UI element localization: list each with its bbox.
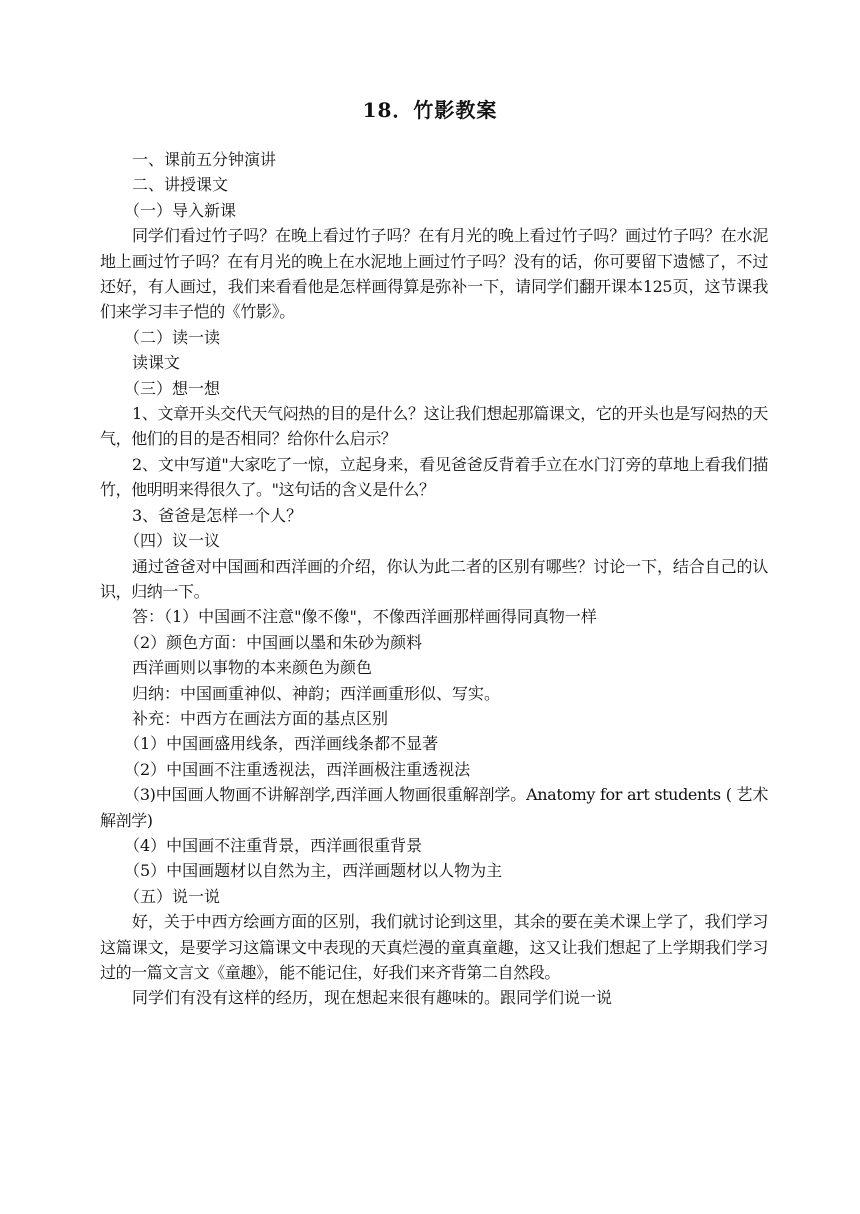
list-item: （1）中国画盛用线条，西洋画线条都不显著	[124, 734, 439, 754]
answer-item: 答：（1）中国画不注意"像不像"，不像西洋画那样画得同真物一样	[132, 607, 597, 627]
summary-line: 归纳：中国画重神似、神韵；西洋画重形似、写实。	[132, 683, 501, 703]
section-heading: 二、讲授课文	[132, 175, 229, 195]
list-item: （3)中国画人物画不讲解剖学,西洋画人物画很重解剖学。Anatomy for art students ( 艺术解剖学)	[100, 785, 768, 830]
paragraph: 好，关于中西方绘画方面的区别，我们就讨论到这里，其余的要在美术课上学了，我们学习这篇课文，是要学习这篇课文中表现的天真烂漫的童真童趣，这又让我们想起了上学期我们学习过的一篇文言文《童趣》，能不能记住，好我们来齐背第二自然段。	[100, 912, 768, 982]
list-item: （5）中国画题材以自然为主，西洋画题材以人物为主	[124, 861, 503, 881]
paragraph: 同学们有没有这样的经历，现在想起来很有趣味的。跟同学们说一说	[132, 988, 613, 1008]
document-title: 18．竹影教案	[362, 98, 498, 122]
list-item: （4）中国画不注重背景，西洋画很重背景	[124, 835, 423, 855]
paragraph: 同学们看过竹子吗？在晚上看过竹子吗？在有月光的晚上看过竹子吗？画过竹子吗？在水泥地上画过竹子吗？在有月光的晚上在水泥地上画过竹子吗？没有的话，你可要留下遗憾了，不过还好，有人画过，我们来看看他是怎样画得算是弥补一下，请同学们翻开课本125页，这节课我们来学习丰子恺的《竹影》。	[100, 226, 768, 322]
subsection-heading: （四）议一议	[124, 531, 221, 551]
question-item: 2、文中写道"大家吃了一惊，立起身来，看见爸爸反背着手立在水门汀旁的草地上看我们描竹，他明明来得很久了。"这句话的含义是什么？	[100, 454, 768, 500]
subsection-heading: （二）读一读	[124, 327, 221, 347]
question-item: 3、爸爸是怎样一个人？	[132, 505, 303, 525]
section-heading: 一、课前五分钟演讲	[132, 150, 277, 169]
supplement-line: 补充：中西方在画法方面的基点区别	[132, 708, 389, 728]
answer-item: 西洋画则以事物的本来颜色为颜色	[132, 658, 373, 678]
subsection-heading: （一）导入新课	[124, 200, 237, 220]
document-body	[100, 147, 768, 1011]
list-item: （2）中国画不注重透视法，西洋画极注重透视法	[124, 759, 471, 779]
paragraph: 通过爸爸对中国画和西洋画的介绍，你认为此二者的区别有哪些？讨论一下，结合自己的认识，归纳一下。	[100, 556, 768, 601]
subsection-heading: （三）想一想	[124, 378, 221, 398]
question-item: 1、文章开头交代天气闷热的目的是什么？这让我们想起那篇课文，它的开头也是写闷热的天气，他们的目的是否相同？给你什么启示？	[100, 404, 768, 449]
subsection-heading: （五）说一说	[124, 886, 221, 906]
paragraph: 读课文	[132, 353, 181, 373]
answer-item: （2）颜色方面：中国画以墨和朱砂为颜料	[124, 632, 423, 652]
